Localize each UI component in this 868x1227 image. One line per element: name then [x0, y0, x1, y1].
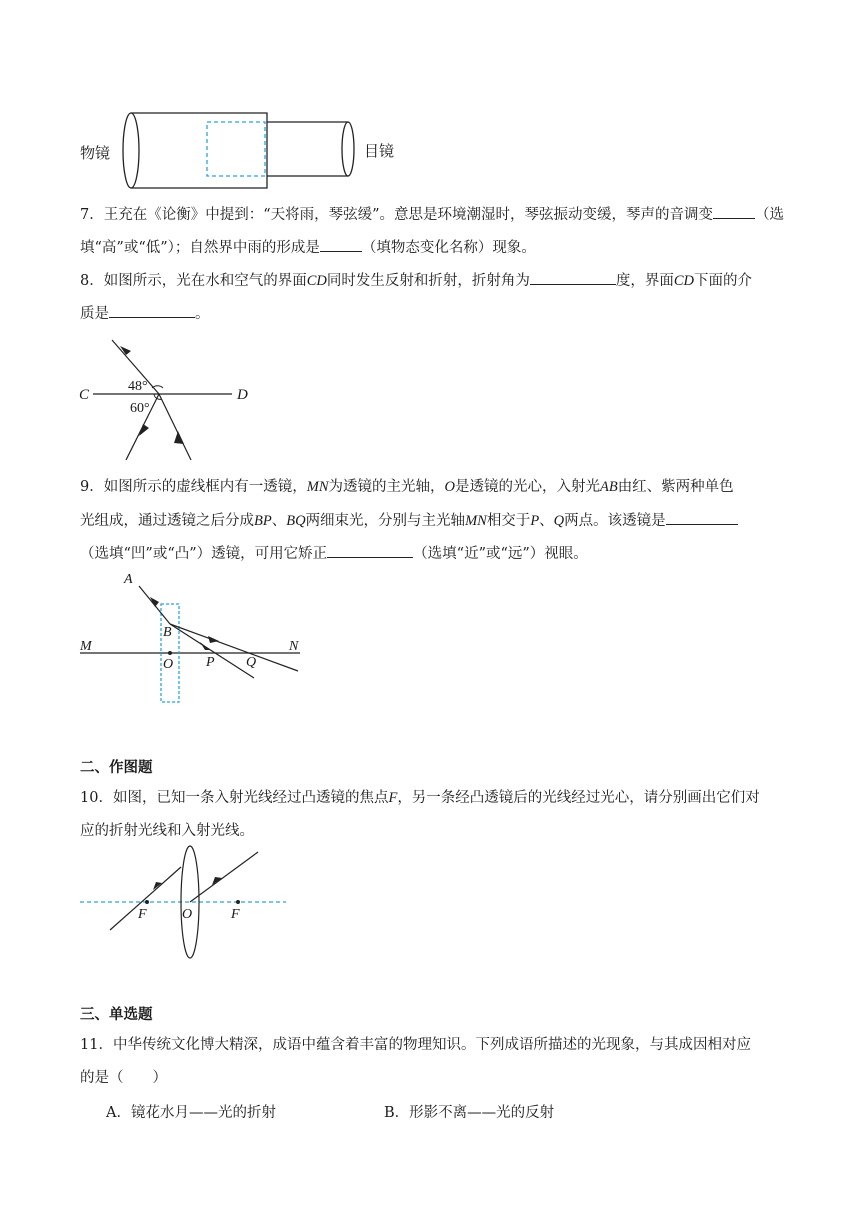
q9-fig-n: N	[289, 639, 299, 654]
q9-q: Q	[553, 513, 565, 529]
section-2-title: 二、作图题	[80, 759, 153, 776]
q7-text-1a: 7．王充在《论衡》中提到：“天将雨，琴弦缓”。意思是环境潮湿时，琴弦振动变缓，琴声的音调变	[80, 207, 714, 223]
q10-fig-f-left: F	[138, 907, 147, 922]
q8-angle-top: 48°	[128, 379, 148, 394]
section-3-title: 三、单选题	[80, 1006, 153, 1023]
q9-t2c: 相交于	[486, 513, 531, 529]
q11-option-a[interactable]: A．镜花水月——光的折射	[106, 1105, 276, 1121]
q9-t3a: （选填“凹”或“凸”）透镜，可用它矫正	[80, 546, 328, 562]
q7-text-2a: 填“高”或“低”）；自然界中雨的形成是	[80, 240, 320, 256]
q9-fig-o: O	[163, 657, 174, 672]
q11-option-b[interactable]: B．形影不离——光的反射	[384, 1105, 555, 1121]
q8-text-1a: 8．如图所示，光在水和空气的界面	[80, 273, 307, 289]
q8-angle-bottom: 60°	[130, 401, 150, 416]
q9-sep2: 、	[539, 513, 554, 529]
q8-text-1b: 同时发生反射和折射，折射角为	[326, 273, 530, 289]
q8-cd-2: CD	[673, 273, 695, 289]
q9-fig-m: M	[80, 639, 92, 654]
q8-text-2b: 。	[195, 306, 210, 322]
q9-fig-p: P	[206, 655, 215, 670]
q9-fig-q: Q	[246, 655, 257, 670]
q11-line1: 11．中华传统文化博大精深，成语中蕴含着丰富的物理知识。下列成语所描述的光现象，与其成因相对应	[80, 1037, 751, 1053]
q10-fig-f-right: F	[231, 907, 240, 922]
q9-mn: MN	[306, 479, 329, 495]
q9-t1c: 是透镜的光心，入射光	[454, 479, 600, 495]
q9-t1b: 为透镜的主光轴，	[328, 479, 445, 495]
q8-label-c: C	[79, 387, 90, 403]
q9-t3b: （选填“近”或“远”）视眼。	[413, 546, 588, 562]
q10-t1b: ，另一条经凸透镜后的光线经过光心，请分别画出它们对	[397, 790, 760, 806]
q8-text-1c: 度，界面	[615, 273, 674, 289]
q9-t2b: 两细束光，分别与主光轴	[305, 513, 466, 529]
q9-ab: AB	[599, 479, 618, 495]
q10-fig-o: O	[182, 907, 193, 922]
q10-t2: 应的折射光线和入射光线。	[80, 823, 254, 839]
q9-bq: BQ	[286, 513, 306, 529]
q10-f: F	[388, 790, 398, 806]
q9-t1d: 由红、紫两种单色	[617, 479, 734, 495]
q9-t2a: 光组成，通过透镜之后分成	[80, 513, 254, 529]
q11-line2: 的是（ ）	[80, 1070, 167, 1086]
q8-label-d: D	[237, 387, 248, 403]
q9-p: P	[530, 513, 540, 529]
q8-cd-1: CD	[306, 273, 327, 289]
q9-sep: 、	[271, 513, 287, 529]
objective-label: 物镜	[80, 144, 111, 162]
q9-bp: BP	[254, 513, 272, 529]
q9-o: O	[444, 479, 455, 495]
q9-t2d: 两点。该透镜是	[564, 513, 666, 529]
q9-t1a: 9．如图所示的虚线框内有一透镜，	[80, 479, 307, 495]
q9-mn2: MN	[465, 513, 487, 529]
q8-text-1d: 下面的介	[694, 273, 753, 289]
q9-fig-b: B	[163, 625, 172, 640]
q10-t1a: 10．如图，已知一条入射光线经过凸透镜的焦点	[80, 790, 389, 806]
q7-text-2b: （填物态变化名称）现象。	[361, 240, 536, 256]
q9-fig-a: A	[124, 572, 133, 587]
q7-text-1b: （选	[755, 207, 785, 223]
eyepiece-label: 目镜	[364, 142, 395, 160]
q8-text-2a: 质是	[80, 306, 109, 322]
